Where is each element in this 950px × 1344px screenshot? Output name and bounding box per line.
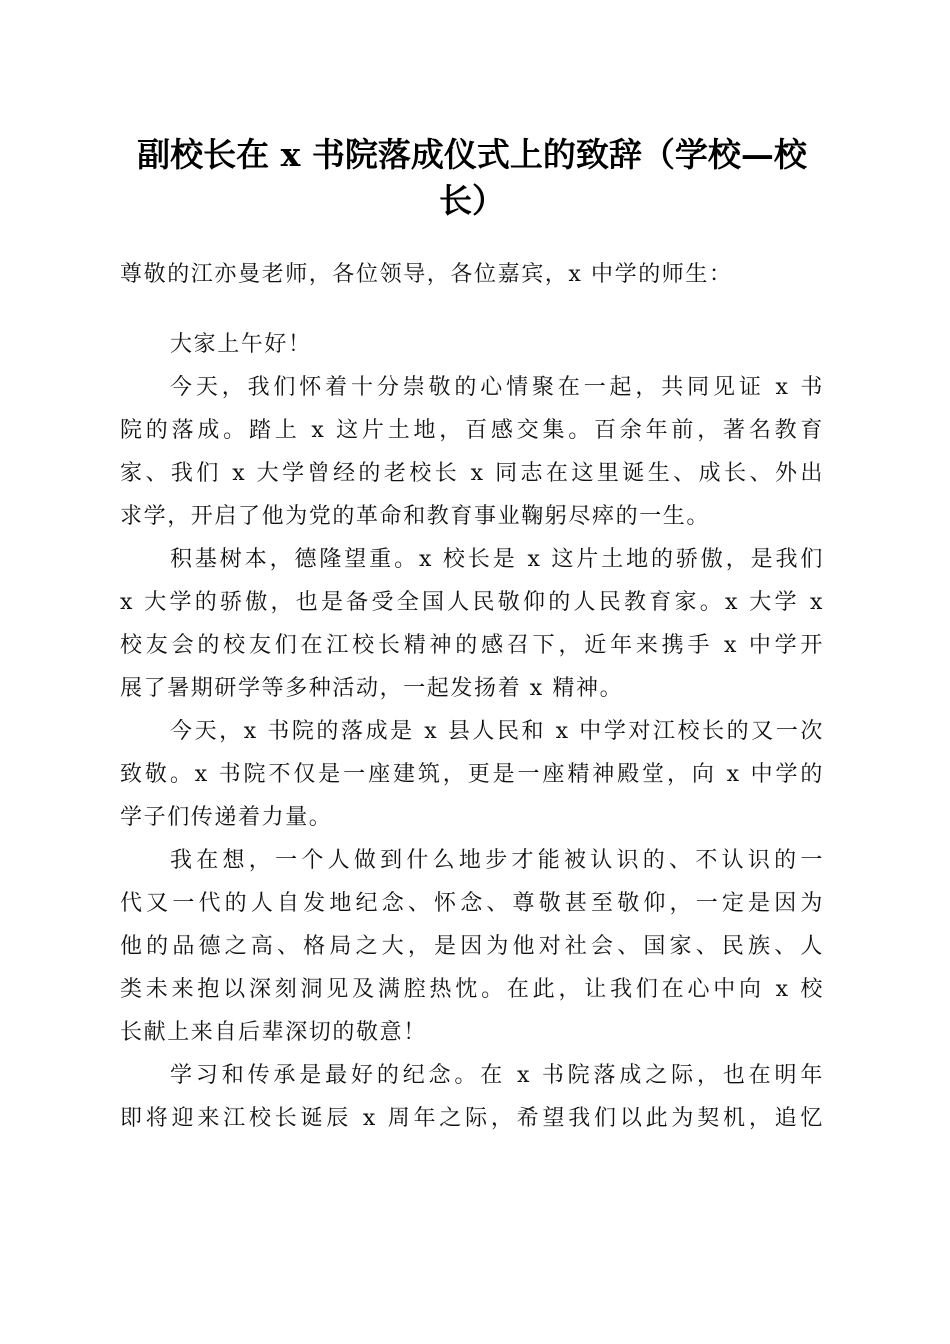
paragraph-line: 家、我们 x 大学曾经的老校长 x 同志在这里诞生、成长、外出	[120, 461, 824, 486]
paragraph-line: 校友会的校友们在江校长精神的感召下，近年来携手 x 中学开	[120, 633, 824, 658]
paragraph-line: 致敬。x 书院不仅是一座建筑，更是一座精神殿堂，向 x 中学的	[120, 762, 824, 787]
paragraph-line: 今天，x 书院的落成是 x 县人民和 x 中学对江校长的又一次	[170, 719, 824, 744]
paragraph-line: 即将迎来江校长诞辰 x 周年之际，希望我们以此为契机，追忆	[120, 1106, 824, 1131]
paragraph-line: 学子们传递着力量。	[120, 805, 333, 830]
title-line-1: 副校长在 x 书院落成仪式上的致辞（学校—校	[137, 135, 807, 174]
paragraph-line: 今天，我们怀着十分崇敬的心情聚在一起，共同见证 x 书	[170, 375, 824, 400]
paragraph-tribute	[120, 710, 824, 839]
title-line-2: 长）	[439, 181, 505, 220]
paragraph-witness	[120, 366, 824, 538]
paragraph-line: 院的落成。踏上 x 这片土地，百感交集。百余年前，著名教育	[120, 418, 824, 443]
document-title	[120, 132, 824, 224]
paragraph-line: 我在想，一个人做到什么地步才能被认识的、不认识的一	[170, 848, 824, 873]
paragraph-pride	[120, 538, 824, 710]
paragraph-line: 代又一代的人自发地纪念、怀念、尊敬甚至敬仰，一定是因为	[120, 891, 824, 916]
paragraph-line: 类未来抱以深刻洞见及满腔热忱。在此，让我们在心中向 x 校	[120, 977, 824, 1002]
salutation	[120, 253, 824, 296]
paragraph-line: 大家上午好！	[170, 332, 312, 357]
paragraph-line: x 大学的骄傲，也是备受全国人民敬仰的人民教育家。x 大学 x	[120, 590, 824, 615]
paragraph-line: 学习和传承是最好的纪念。在 x 书院落成之际，也在明年	[170, 1063, 824, 1088]
salutation-line: 尊敬的江亦曼老师，各位领导，各位嘉宾，x 中学的师生：	[120, 262, 733, 287]
paragraph-line: 展了暑期研学等多种活动，一起发扬着 x 精神。	[120, 676, 624, 701]
paragraph-greeting	[120, 323, 824, 366]
paragraph-line: 求学，开启了他为党的革命和教育事业鞠躬尽瘁的一生。	[120, 504, 711, 529]
document-body	[120, 253, 824, 1140]
paragraph-line: 长献上来自后辈深切的敬意！	[120, 1020, 427, 1045]
paragraph-line: 积基树本，德隆望重。x 校长是 x 这片土地的骄傲，是我们	[170, 547, 824, 572]
paragraph-line: 他的品德之高、格局之大，是因为他对社会、国家、民族、人	[120, 934, 824, 959]
paragraph-legacy	[120, 1054, 824, 1140]
paragraph-reflection	[120, 839, 824, 1054]
